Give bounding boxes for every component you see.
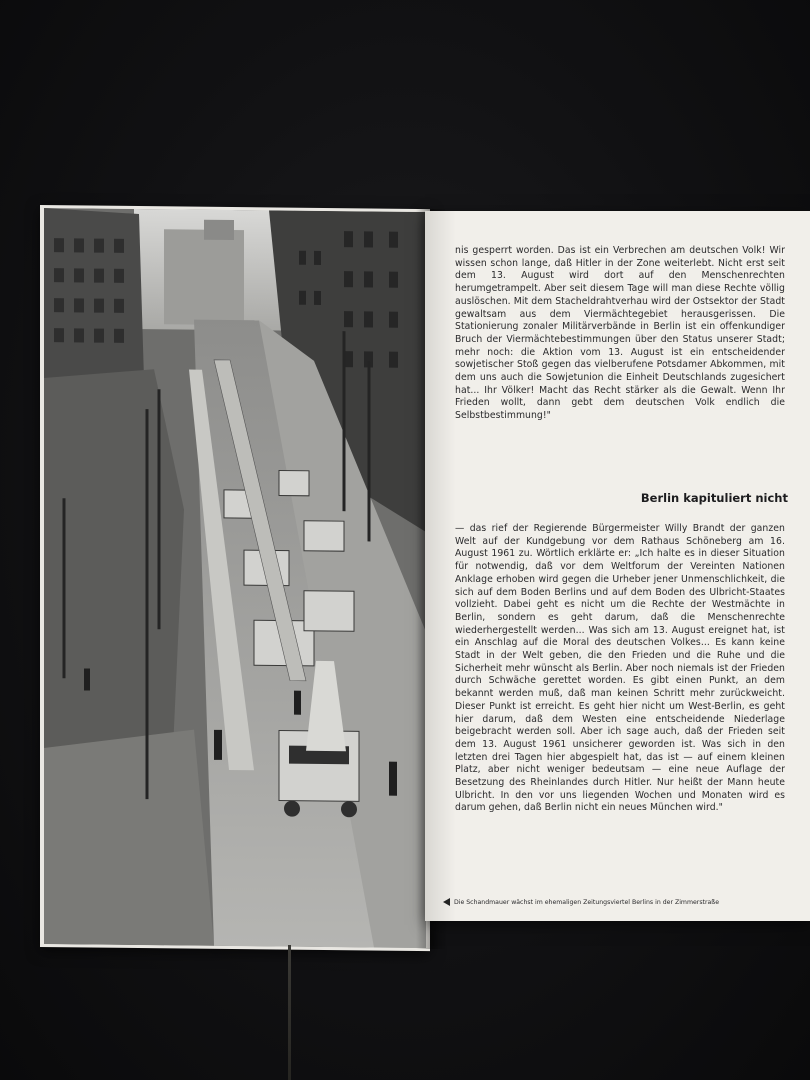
open-booklet [40, 205, 810, 950]
section-heading: Berlin kapituliert nicht [640, 491, 788, 505]
article-paragraph: — das rief der Regierende Bürgermeister Willy Brandt der ganzen Welt auf der Kundgebung vor dem Rathaus Schöneberg am 16. August 1961 zu. Wörtlich erklärte er: „Ich halte es in dieser Situation für notwendig, daß vor dem Weltforum der Vereinten Nationen Anklage erhoben wird gegen die Urheber jener Unmenschlichkeit, die sich auf dem Boden Berlins und auf dem Boden des Ulbricht-Staates vollzieht. Dabei geht es nicht um die Rechte der Westmächte in Berlin, sondern es geht darum, daß die Menschenrechte wiederhergestellt werden... Was sich am 13. August ereignet hat, ist ein Anschlag auf die Moral des deutschen Volkes... Es kann keine Stadt in der Welt geben, die den Frieden und die Ruhe und die Sicherheit mehr wünscht als Berlin. Aber noch niemals ist der Frieden durch Schwäche gerettet worden. Es gibt einen Punkt, an dem bekannt werden muß, daß man keinen Schritt mehr zurückweicht. Dieser Punkt ist erreicht. Es geht hier nicht um West-Berlin, es geht hier darum, daß dem Westen eine entscheidende Niederlage beigebracht werden soll. Aber ich sage auch, daß der Frieden seit dem 13. August 1961 unsicherer geworden ist. Was sich in den letzten drei Tagen hier abgespielt hat, das ist — auf einem kleinen Platz, aber nicht weniger bedeutsam — eine neue Auflage der Besetzung des Rheinlandes durch Hitler. Nur heißt der Mann heute Ulbricht. In den vor uns liegenden Wochen und Monaten wird es darum gehen, daß Berlin nicht ein neues München wird." [455, 523, 785, 814]
photo-caption-text: Die Schandmauer wächst im ehemaligen Zeitungsviertel Berlins in der Zimmerstraße [454, 899, 720, 906]
street-photograph [44, 208, 426, 948]
photo-caption [443, 898, 793, 906]
bookmark-cord [288, 945, 291, 1080]
text-page [425, 211, 810, 921]
left-triangle-icon [443, 898, 450, 906]
article-paragraph: nis gesperrt worden. Das ist ein Verbrechen am deutschen Volk! Wir wissen schon lange, daß Hitler in der Zone weiterlebt. Nicht erst seit dem 13. August wird dort auf den Menschenrechten herumgetrampelt. Aber seit diesem Tage will man diese Rechte völlig auslöschen. Mit dem Stacheldrahtverhau wird der Ostsektor der Stadt gewaltsam aus dem Viermächtegebiet herausgerissen. Die Stationierung zonaler Militärverbände in Berlin ist ein offenkundiger Bruch der Viermächtebestimmungen über den Status unserer Stadt; mehr noch: die Aktion vom 13. August ist ein entscheidender sowjetischer Stoß gegen das vielberufene Potsdamer Abkommen, mit dem uns auch die Sowjetunion die Einheit Deutschlands zugesichert hat... Ihr Völker! Macht das Recht stärker als die Gewalt. Wenn Ihr Frieden wollt, dann gebt dem deutschen Volk endlich die Selbstbestimmung!" [455, 245, 785, 422]
photo-page [40, 205, 430, 951]
